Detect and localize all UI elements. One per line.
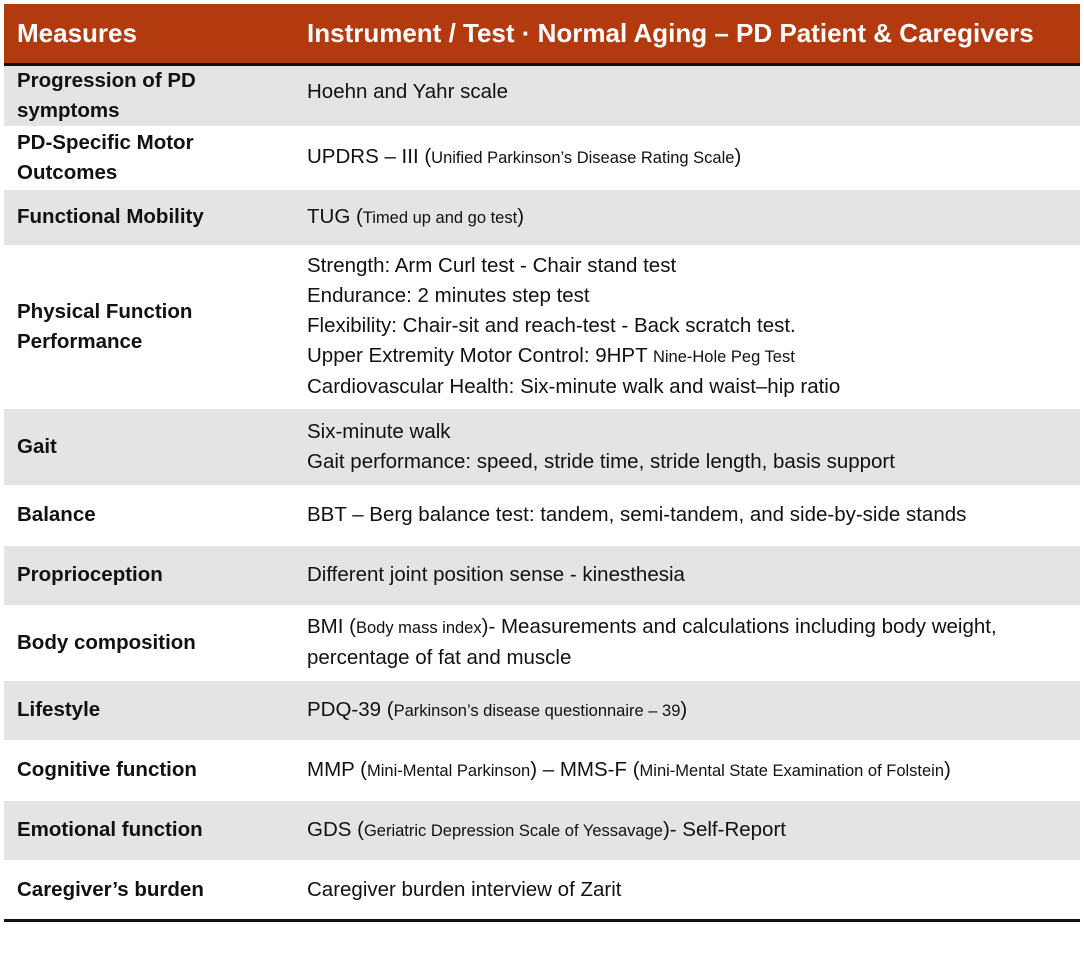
table-row — [4, 545, 1080, 605]
instrument-text: Caregiver burden interview of Zarit — [307, 877, 622, 901]
measure-cell: PD-Specific Motor Outcomes — [17, 130, 194, 184]
instrument-line: Flexibility: Chair-sit and reach-test - Back scratch test. — [307, 314, 796, 337]
instrument-text-end: )- Measurements and calculations including body weight, percentage of fat and muscle — [307, 615, 997, 669]
instrument-text-end: ) — [734, 145, 742, 168]
measure-cell: Cognitive function — [17, 758, 197, 781]
measure-cell: Gait — [17, 434, 57, 458]
instrument-text: PDQ-39 ( — [307, 697, 394, 721]
instrument-text: Hoehn and Yahr scale — [307, 79, 508, 103]
instrument-cell — [290, 126, 1080, 189]
instrument-text: TUG ( — [307, 204, 363, 228]
measure-cell: Functional Mobility — [17, 205, 204, 228]
instrument-cell — [290, 605, 1080, 680]
measure-cell: Caregiver’s burden — [17, 877, 204, 901]
instrument-text-end: )- Self-Report — [662, 817, 786, 841]
instrument-cell — [290, 189, 1080, 245]
instrument-text: BMI ( — [307, 615, 356, 638]
instrument-cell — [290, 64, 1080, 126]
instrument-subtext: Nine-Hole Peg Test — [652, 348, 795, 366]
instrument-cell — [290, 545, 1080, 605]
instrument-text: Upper Extremity Motor Control: 9HPT — [307, 344, 653, 367]
instrument-line: Endurance: 2 minutes step test — [307, 284, 590, 307]
table-row — [4, 605, 1080, 680]
instrument-subtext: Mini-Mental Parkinson — [366, 761, 531, 780]
instrument-text-end: ) — [944, 757, 951, 781]
table-row — [4, 126, 1080, 189]
instrument-subtext: Unified Parkinson’s Disease Rating Scale — [431, 149, 735, 167]
instrument-text: Different joint position sense - kinesthesia — [307, 563, 685, 586]
instrument-text: MMP ( — [307, 757, 367, 781]
header-instrument-test: Instrument / Test · Normal Aging – PD Patient & Caregivers — [290, 4, 1080, 64]
instrument-cell — [290, 485, 1080, 545]
measure-cell: Body composition — [17, 630, 196, 654]
measure-cell: Balance — [17, 503, 96, 526]
instrument-subtext: Mini-Mental State Examination of Folstein — [639, 761, 945, 780]
instrument-cell — [290, 800, 1080, 860]
instrument-subtext: Geriatric Depression Scale of Yessavage — [363, 821, 663, 840]
table-row — [4, 485, 1080, 545]
table-row — [4, 860, 1080, 920]
instrument-text-end: ) — [517, 204, 525, 228]
table-row — [4, 680, 1080, 740]
table-row — [4, 800, 1080, 860]
instrument-line: Gait performance: speed, stride time, stride length, basis support — [307, 449, 895, 473]
instrument-cell — [290, 408, 1080, 485]
instrument-subtext: Parkinson’s disease questionnaire – 39 — [393, 701, 681, 720]
instrument-cell — [290, 860, 1080, 920]
measure-cell: Proprioception — [17, 563, 163, 586]
measure-cell: Progression of PD symptoms — [17, 68, 196, 122]
instrument-cell — [290, 740, 1080, 800]
instrument-line: Strength: Arm Curl test - Chair stand test — [307, 254, 677, 277]
instrument-text-end: ) — [680, 697, 688, 721]
instrument-line: Cardiovascular Health: Six-minute walk and waist–hip ratio — [307, 375, 841, 398]
instrument-text: UPDRS – III ( — [307, 145, 432, 168]
table-row — [4, 189, 1080, 245]
measures-table — [4, 4, 1080, 922]
table-row — [4, 64, 1080, 126]
instrument-cell — [290, 245, 1080, 408]
instrument-subtext: Timed up and go test — [362, 208, 518, 227]
table-row — [4, 408, 1080, 485]
measure-cell: Emotional function — [17, 818, 203, 841]
measure-cell: Physical Function Performance — [17, 299, 193, 353]
table-row — [4, 245, 1080, 408]
measure-cell: Lifestyle — [17, 698, 101, 721]
instrument-text: BBT – Berg balance test: tandem, semi-tandem, and side-by-side stands — [307, 503, 967, 526]
header-measures: Measures — [4, 4, 290, 64]
instrument-line — [307, 341, 1070, 372]
instrument-text: GDS ( — [307, 817, 364, 841]
table-header-row — [4, 4, 1080, 64]
instrument-text-mid: ) – MMS-F ( — [530, 757, 640, 781]
measures-table-container — [4, 4, 1080, 922]
instrument-cell — [290, 680, 1080, 740]
instrument-subtext: Body mass index — [355, 619, 482, 637]
table-row — [4, 740, 1080, 800]
instrument-line: Six-minute walk — [307, 419, 451, 443]
